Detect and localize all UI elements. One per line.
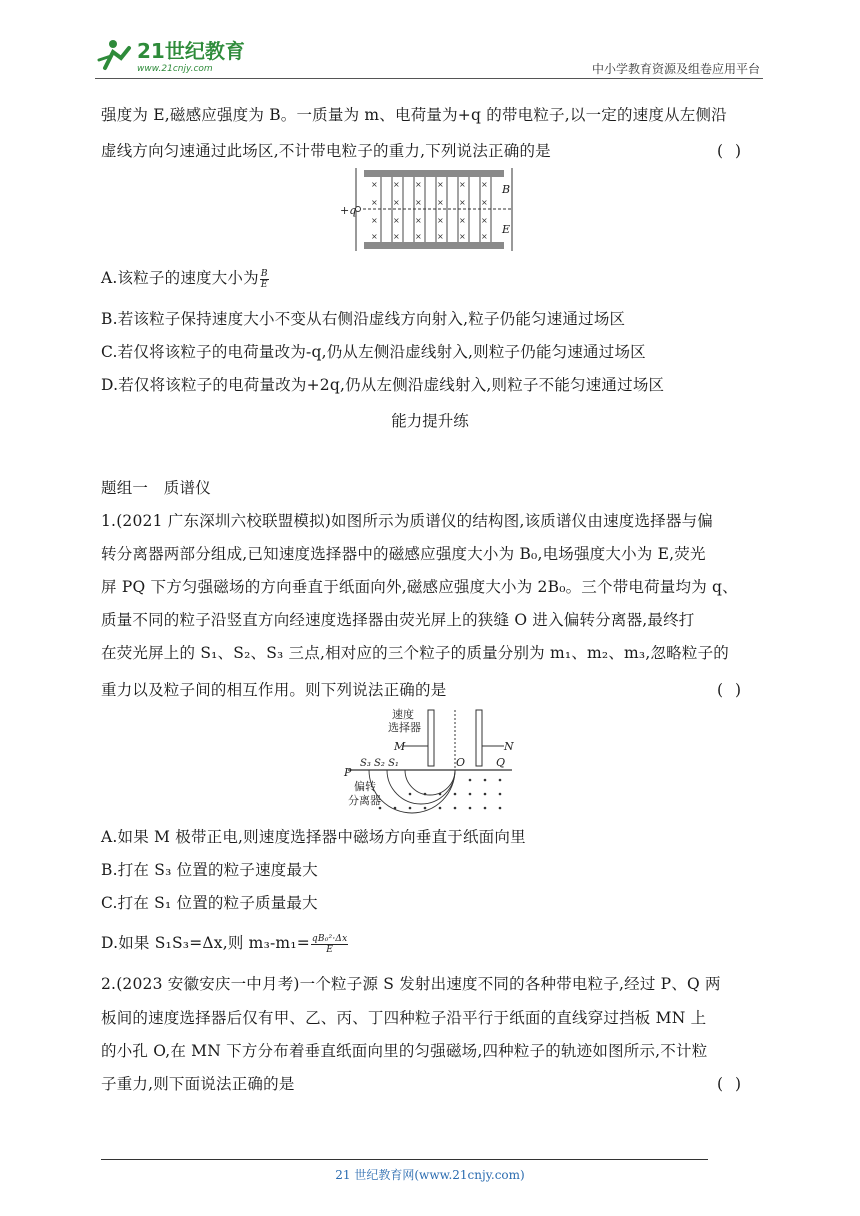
charge-label: +q	[340, 204, 357, 217]
footer-text[interactable]: 21 世纪教育网(www.21cnjy.com)	[335, 1168, 525, 1182]
group-title: 题组一 质谱仪	[101, 479, 211, 497]
footer-divider	[101, 1159, 708, 1160]
text-line: 板间的速度选择器后仅有甲、乙、丙、丁四种粒子沿平行于纸面的直线穿过挡板 MN 上	[101, 1009, 707, 1027]
mass-spectrometer-figure	[340, 706, 520, 818]
b-label: B	[502, 183, 511, 196]
label-o: O	[456, 756, 466, 769]
answer-blank: ()	[717, 142, 754, 160]
svg-text:×: ×	[415, 198, 422, 207]
fig-label-separator: 分离器	[348, 794, 381, 807]
label-m: M	[394, 740, 406, 753]
velocity-selector-figure	[336, 165, 526, 255]
svg-text:×: ×	[415, 180, 422, 189]
top-plate	[364, 170, 504, 177]
svg-text:×: ×	[371, 216, 378, 225]
svg-text:×: ×	[437, 180, 444, 189]
page-header	[95, 30, 760, 80]
option-b: B.若该粒子保持速度大小不变从右侧沿虚线方向射入,粒子仍能匀速通过场区	[101, 310, 626, 328]
svg-text:×: ×	[415, 216, 422, 225]
svg-text:×: ×	[481, 232, 488, 241]
svg-text:×: ×	[459, 198, 466, 207]
fig-label-deflect: 偏转	[354, 780, 376, 793]
text-line: 屏 PQ 下方匀强磁场的方向垂直于纸面向外,磁感应强度大小为 2B₀。三个带电荷量均为 q、	[101, 578, 738, 596]
answer-blank: ()	[717, 681, 754, 699]
label-q: Q	[496, 756, 506, 769]
svg-text:×: ×	[481, 198, 488, 207]
text-line: 强度为 E,磁感应强度为 B。一质量为 m、电荷量为+q 的带电粒子,以一定的速度从左侧沿	[101, 106, 727, 124]
fraction: $\frac{\text{qB₀²·Δx}}{E}$	[311, 933, 348, 955]
option-b: B.打在 S₃ 位置的粒子速度最大	[101, 861, 318, 879]
svg-text:×: ×	[481, 216, 488, 225]
svg-text:×: ×	[393, 180, 400, 189]
answer-blank: ()	[717, 1075, 754, 1093]
svg-text:×: ×	[371, 232, 378, 241]
text-line: 1.(2021 广东深圳六校联盟模拟)如图所示为质谱仪的结构图,该质谱仪由速度选择器与偏	[101, 512, 713, 530]
text-line: 的小孔 O,在 MN 下方分布着垂直纸面向里的匀强磁场,四种粒子的轨迹如图所示,不计粒	[101, 1042, 708, 1060]
svg-text:×: ×	[437, 232, 444, 241]
site-logo	[95, 34, 265, 74]
fraction: $\frac{B}{E}$	[260, 268, 268, 290]
fig-label-selector: 选择器	[388, 721, 421, 734]
text-line: 子重力,则下面说法正确的是	[101, 1075, 295, 1093]
svg-text:×: ×	[437, 198, 444, 207]
svg-text:×: ×	[393, 198, 400, 207]
e-label: E	[502, 223, 511, 236]
text-line: 2.(2023 安徽安庆一中月考)一个粒子源 S 发射出速度不同的各种带电粒子,经过 P、Q 两	[101, 975, 721, 993]
header-divider	[95, 78, 763, 79]
plate-n	[476, 710, 482, 766]
particle-arcs	[369, 770, 455, 813]
text-line: 质量不同的粒子沿竖直方向经速度选择器由荧光屏上的狭缝 O 进入偏转分离器,最终打	[101, 611, 695, 629]
svg-text:×: ×	[481, 180, 488, 189]
label-n: N	[504, 740, 514, 753]
logo-text: 21世纪教育	[137, 39, 245, 63]
option-a	[101, 268, 269, 290]
svg-text:×: ×	[459, 180, 466, 189]
header-platform-text: 中小学教育资源及组卷应用平台	[591, 62, 760, 76]
label-s: S₃ S₂ S₁	[360, 758, 399, 769]
svg-text:×: ×	[393, 216, 400, 225]
text-line: 重力以及粒子间的相互作用。则下列说法正确的是	[101, 681, 447, 699]
svg-text:×: ×	[393, 232, 400, 241]
text-line: 虚线方向匀速通过此场区,不计带电粒子的重力,下列说法正确的是	[101, 142, 551, 160]
svg-text:×: ×	[371, 198, 378, 207]
label-p: P	[344, 766, 352, 779]
text-line: 在荧光屏上的 S₁、S₂、S₃ 三点,相对应的三个粒子的质量分别为 m₁、m₂、m₃,忽略粒子的	[101, 644, 729, 662]
option-d	[101, 933, 348, 955]
svg-text:×: ×	[437, 216, 444, 225]
svg-text:×: ×	[415, 232, 422, 241]
fig-label-speed: 速度	[392, 708, 414, 721]
option-c: C.若仅将该粒子的电荷量改为-q,仍从左侧沿虚线射入,则粒子仍能匀速通过场区	[101, 343, 646, 361]
text-line: 转分离器两部分组成,已知速度选择器中的磁感应强度大小为 B₀,电场强度大小为 E,荧光	[101, 545, 706, 563]
option-c: C.打在 S₁ 位置的粒子质量最大	[101, 894, 318, 912]
section-title: 能力提升练	[391, 412, 469, 430]
plate-m	[428, 710, 434, 766]
logo-subtext: www.21cnjy.com	[137, 64, 213, 74]
svg-text:×: ×	[459, 232, 466, 241]
b-field-crosses	[371, 180, 488, 241]
option-a-text: A.该粒子的速度大小为	[101, 269, 259, 287]
option-d: D.若仅将该粒子的电荷量改为+2q,仍从左侧沿虚线射入,则粒子不能匀速通过场区	[101, 376, 665, 394]
bottom-plate	[364, 242, 504, 249]
option-d-text: D.如果 S₁S₃=Δx,则 m₃-m₁=	[101, 934, 310, 952]
option-a: A.如果 M 极带正电,则速度选择器中磁场方向垂直于纸面向里	[101, 828, 526, 846]
svg-text:×: ×	[371, 180, 378, 189]
svg-text:×: ×	[459, 216, 466, 225]
